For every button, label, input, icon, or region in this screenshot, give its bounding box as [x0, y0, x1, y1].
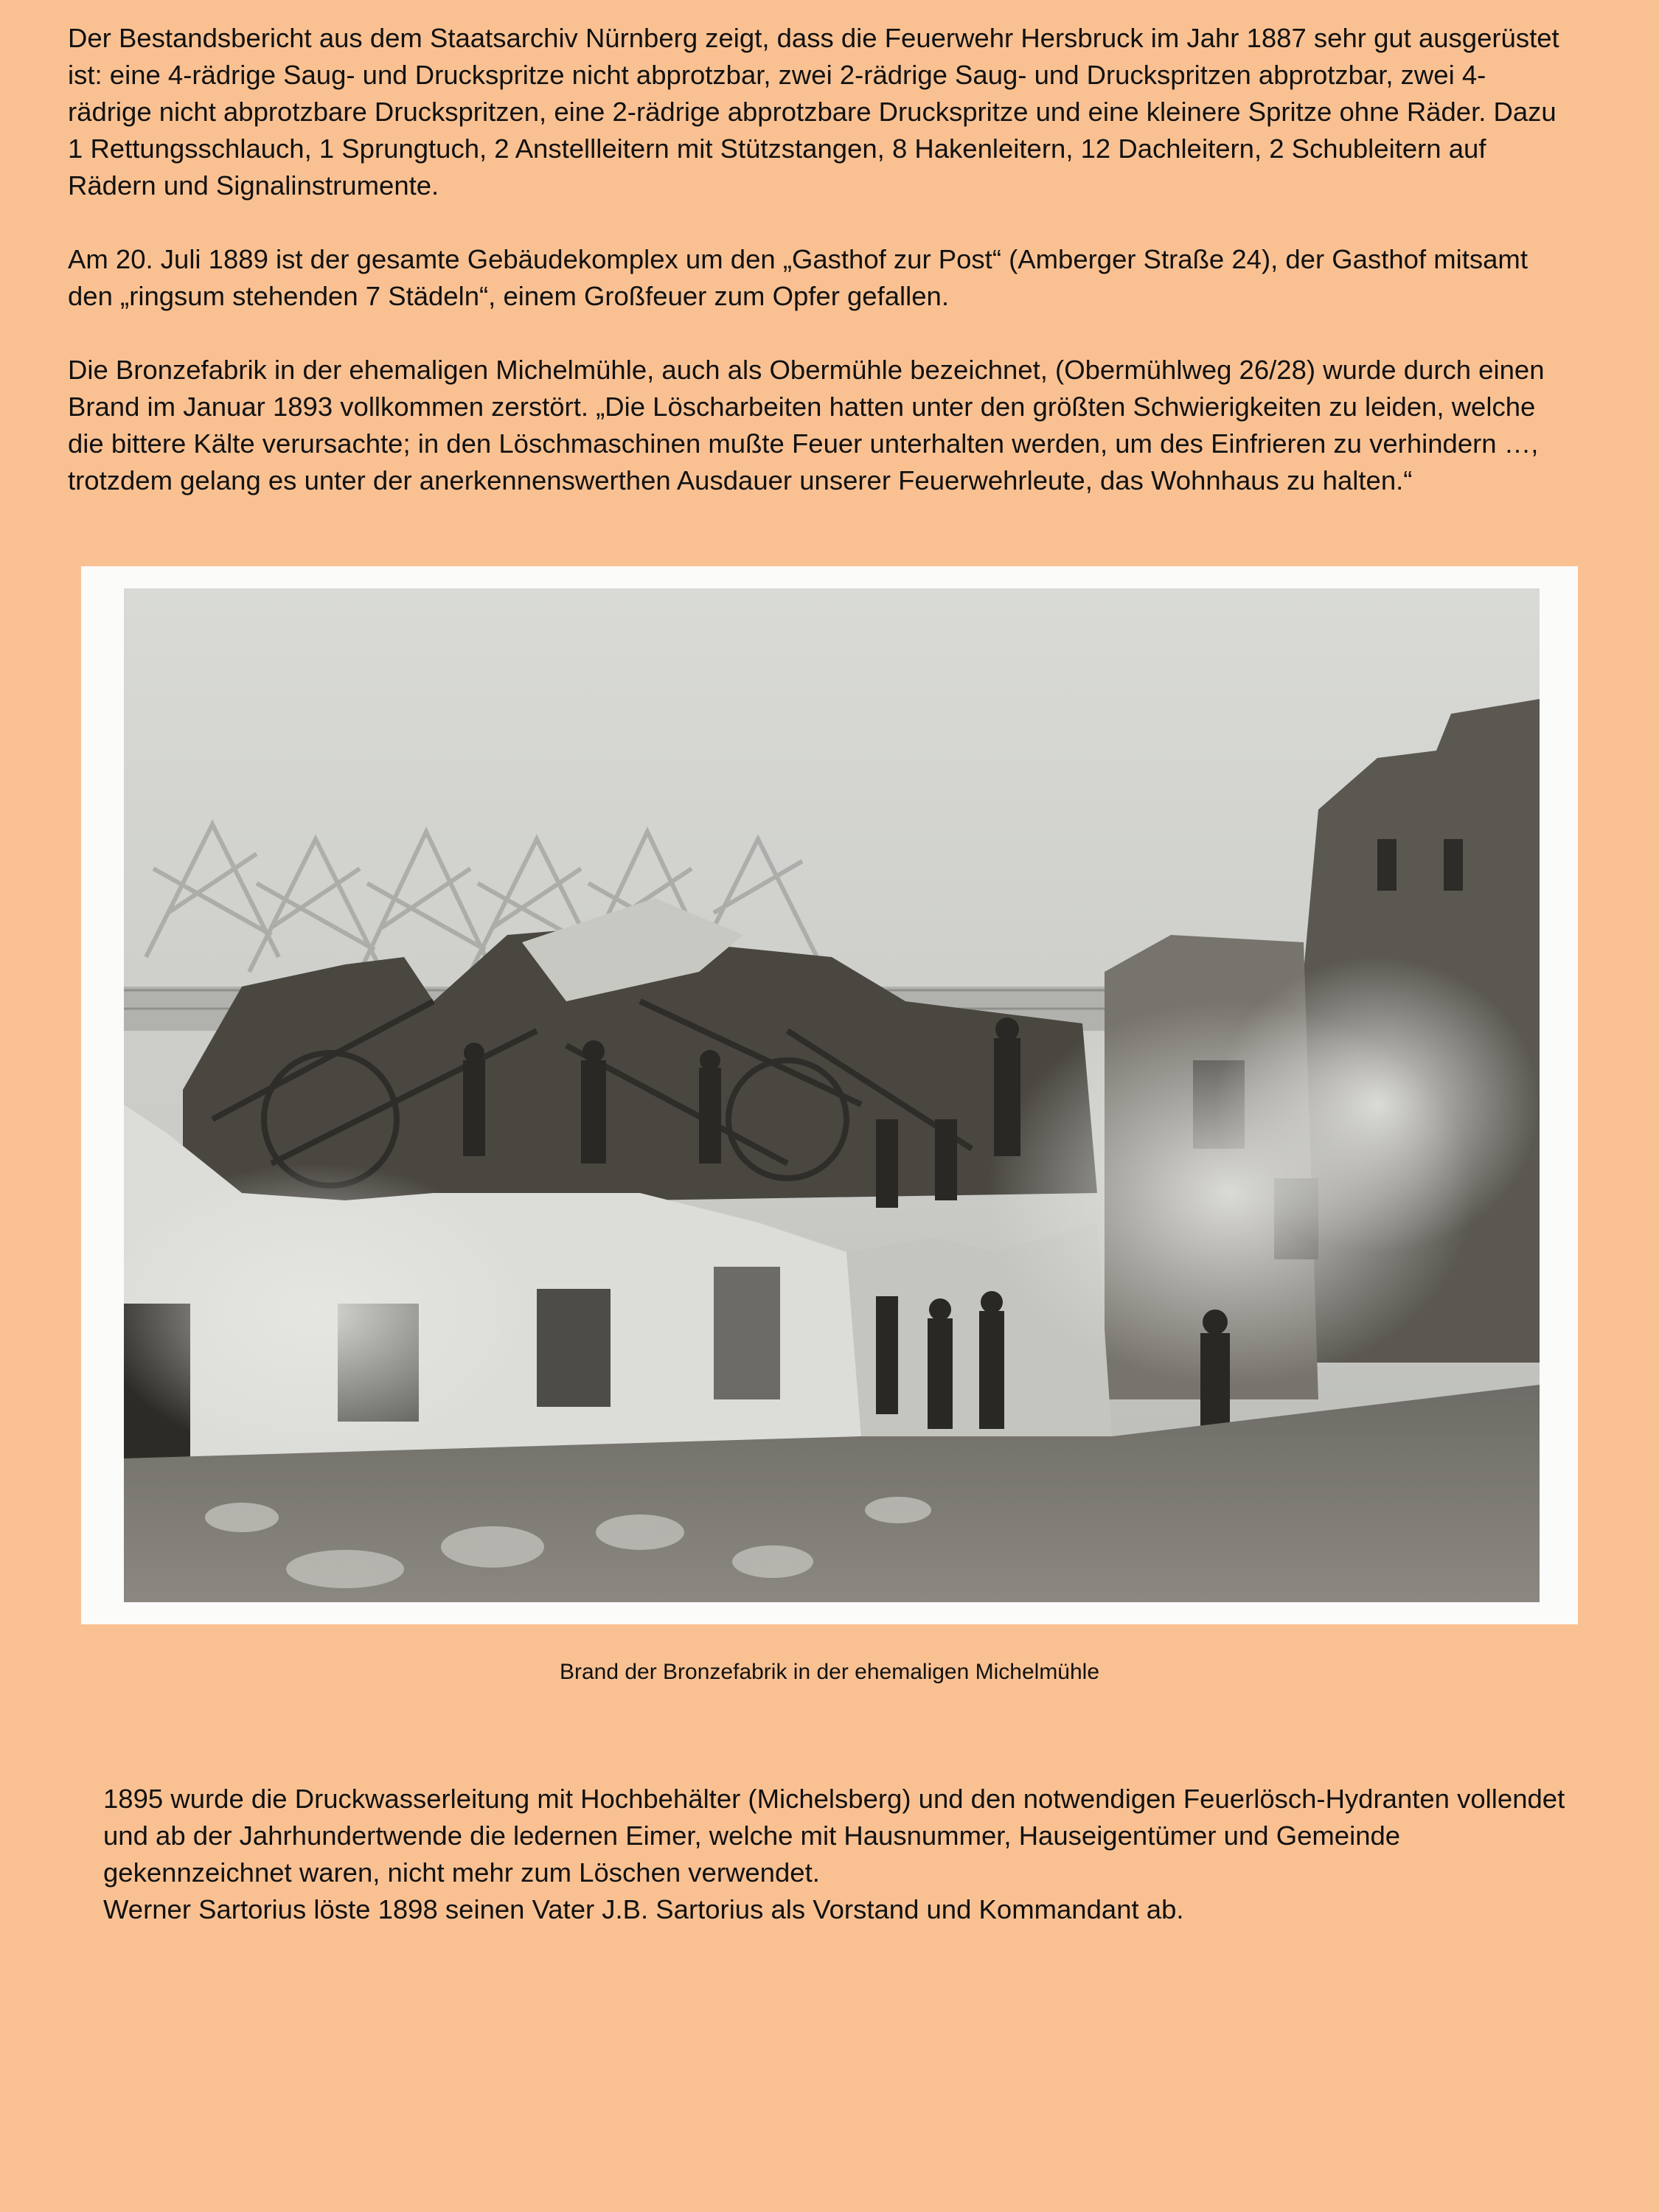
paragraph-water-supply — [103, 1781, 1578, 1928]
paragraph-text: Der Bestandsbericht aus dem Staatsarchiv Nürnberg zeigt, dass die Feuerwehr Hersbruck im Jahr 1887 sehr gut ausgerüstet ist: eine 4-rädrige Saug- und Druckspritze nicht abprotzbar, zwei 2-rädrige Saug- und Druckspritzen abprotzbar, zwei 4-rädrige nicht abprotzbare Druckspritzen, eine 2-rädrige abprotzbare Druckspritze und eine kleinere Spritze ohne Räder. Dazu 1 Rettungsschlauch, 1 Sprungtuch, 2 Anstellleitern mit Stützstangen, 8 Hakenleitern, 12 Dachleitern, 2 Schubleitern auf Rädern und Signalinstrumente. — [68, 23, 1559, 201]
photo-illustration — [124, 588, 1540, 1602]
historic-photo-fire-ruins — [124, 588, 1540, 1602]
historic-photo-frame — [81, 566, 1578, 1624]
paragraph-text: Am 20. Juli 1889 ist der gesamte Gebäudekomplex um den „Gasthof zur Post“ (Amberger Straße 24), der Gasthof mitsamt den „ringsum stehenden 7 Städeln“, einem Großfeuer zum Opfer gefallen. — [68, 244, 1528, 311]
paragraph-text: Werner Sartorius löste 1898 seinen Vater J.B. Sartorius als Vorstand und Kommandant ab. — [103, 1894, 1184, 1924]
paragraph-text: 1895 wurde die Druckwasserleitung mit Hochbehälter (Michelsberg) und den notwendigen Feuerlösch-Hydranten vollendet und ab der Jahrhundertwende die ledernen Eimer, welche mit Hausnummer, Hauseigentümer und Gemeinde gekennzeichnet waren, nicht mehr zum Löschen verwendet. — [103, 1784, 1565, 1888]
paragraph-gasthof-fire — [68, 241, 1565, 315]
photo-caption: Brand der Bronzefabrik in der ehemaligen Michelmühle — [559, 1660, 1100, 1684]
paragraph-text: Die Bronzefabrik in der ehemaligen Michelmühle, auch als Obermühle bezeichnet, (Obermühlweg 26/28) wurde durch einen Brand im Januar 1893 vollkommen zerstört. „Die Löscharbeiten hatten unter den größten Schwierigkeiten zu leiden, welche die bittere Kälte verursachte; in den Löschmaschinen mußte Feuer unterhalten werden, um des Einfrieren zu verhindern …, trotzdem gelang es unter der anerkennenswerthen Ausdauer unserer Feuerwehrleute, das Wohnhaus zu halten.“ — [68, 355, 1545, 495]
paragraph-bronze-factory-fire — [68, 352, 1565, 499]
paragraph-equipment-report — [68, 20, 1565, 204]
